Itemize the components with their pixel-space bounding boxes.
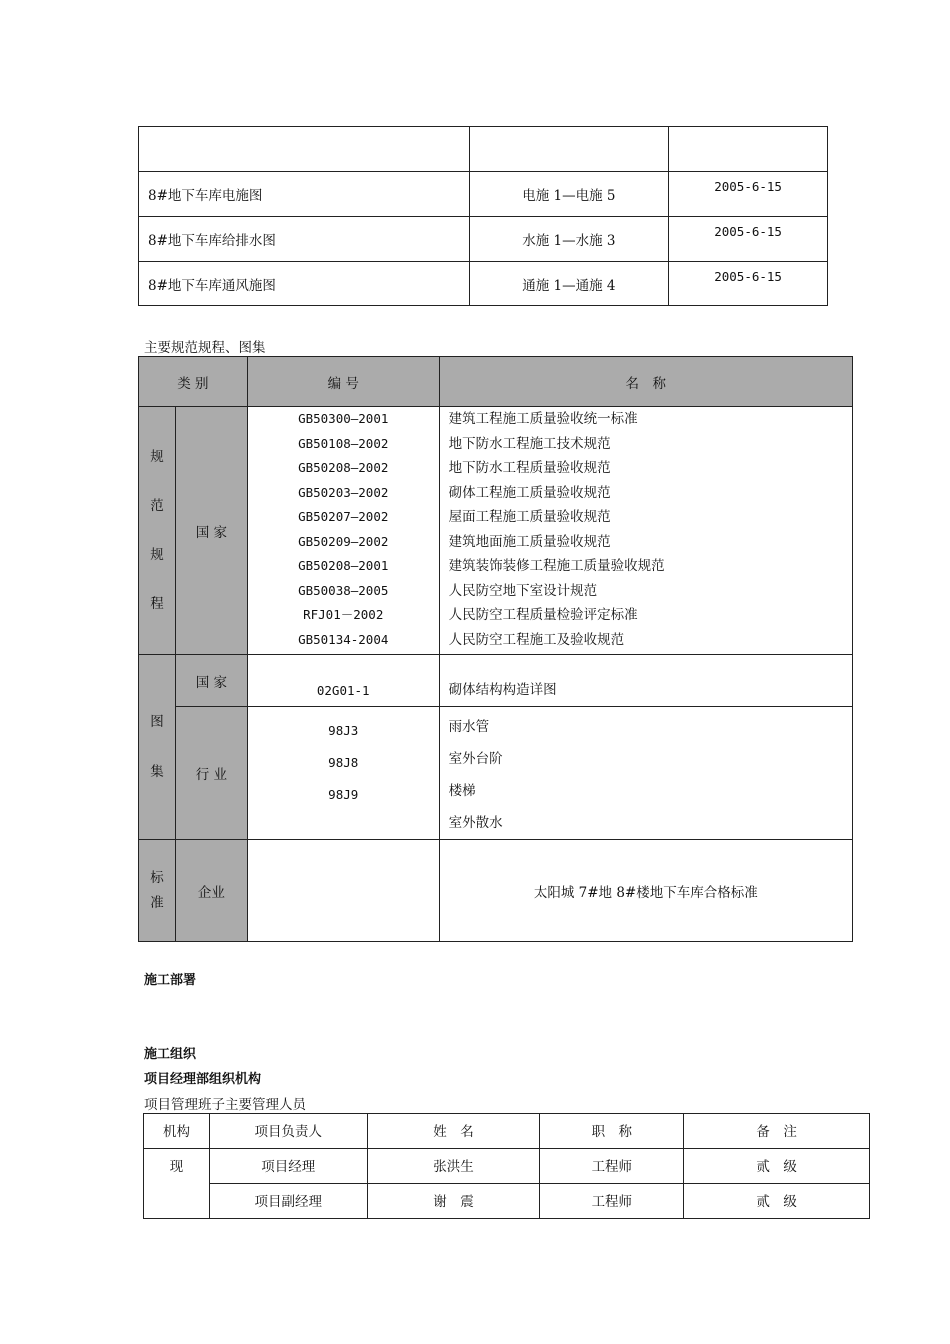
list-item: 建筑地面施工质量验收规范 bbox=[448, 533, 611, 550]
group-label-atlas bbox=[139, 655, 176, 840]
table-row bbox=[144, 1184, 870, 1219]
group-label-codes bbox=[139, 407, 176, 655]
list-item: 砌体工程施工质量验收规范 bbox=[448, 484, 611, 501]
group-label-char: 准 bbox=[150, 894, 164, 911]
header-name: 姓 名 bbox=[367, 1114, 540, 1149]
sub-category-national: 国 家 bbox=[175, 407, 247, 655]
atlas-codes-cell bbox=[247, 707, 439, 840]
drawing-name-cell: 8#地下车库给排水图 bbox=[139, 217, 470, 262]
table-row bbox=[139, 840, 853, 942]
list-item: GB50300—2001 bbox=[298, 411, 389, 426]
list-item: 雨水管 bbox=[448, 719, 490, 735]
heading-deployment: 施工部署 bbox=[144, 973, 197, 988]
list-item: GB50134-2004 bbox=[298, 631, 389, 647]
names-list-cell bbox=[439, 407, 852, 655]
staff-table bbox=[143, 1113, 870, 1219]
list-item: RFJ01－2002 bbox=[303, 607, 384, 622]
standards-table bbox=[138, 356, 853, 942]
group-label-char: 集 bbox=[150, 764, 164, 780]
drawing-name-cell: 8#地下车库通风施图 bbox=[139, 262, 470, 306]
list-item: GB50207—2002 bbox=[298, 509, 389, 524]
name-cell: 张洪生 bbox=[367, 1149, 540, 1184]
org-cell: 现 bbox=[144, 1149, 210, 1219]
list-item: 室外台阶 bbox=[448, 751, 503, 767]
title-cell: 工程师 bbox=[540, 1184, 684, 1219]
list-item: 建筑装饰装修工程施工质量验收规范 bbox=[448, 558, 665, 574]
list-item: GB50208—2001 bbox=[298, 558, 389, 573]
list-item: 楼梯 bbox=[448, 783, 476, 799]
list-item: 98J8 bbox=[328, 755, 359, 770]
drawing-number-cell: 通施 1—通施 4 bbox=[469, 262, 669, 306]
list-item: GB50108—2002 bbox=[298, 435, 389, 451]
table-row bbox=[139, 707, 853, 840]
heading-dept-org: 项目经理部组织机构 bbox=[144, 1072, 262, 1087]
list-item: 地下防水工程施工技术规范 bbox=[448, 435, 611, 452]
header-org: 机构 bbox=[144, 1114, 210, 1149]
codes-list-cell bbox=[247, 407, 439, 655]
table-header-row bbox=[139, 357, 853, 407]
group-label-char: 图 bbox=[150, 714, 164, 730]
list-item: 98J9 bbox=[328, 787, 359, 802]
note-cell: 贰 级 bbox=[684, 1184, 870, 1219]
table-row bbox=[139, 172, 828, 217]
group-label-char: 规 bbox=[150, 546, 164, 563]
role-cell: 项目经理 bbox=[209, 1149, 367, 1184]
group-label-char: 标 bbox=[150, 869, 164, 886]
table-row bbox=[139, 217, 828, 262]
standard-name-cell: 太阳城 7#地 8#楼地下车库合格标准 bbox=[439, 840, 852, 942]
drawing-name-cell bbox=[139, 127, 470, 172]
list-item: 人民防空地下室设计规范 bbox=[448, 582, 598, 599]
header-category: 类 别 bbox=[139, 357, 248, 407]
sub-category-national: 国 家 bbox=[175, 655, 247, 707]
group-label-char: 规 bbox=[150, 448, 164, 465]
list-item: GB50208—2002 bbox=[298, 460, 389, 475]
list-item: 建筑工程施工质量验收统一标准 bbox=[448, 411, 638, 427]
drawing-number-cell: 水施 1—水施 3 bbox=[469, 217, 669, 262]
drawing-number-cell: 电施 1—电施 5 bbox=[469, 172, 669, 217]
table-header-row bbox=[144, 1114, 870, 1149]
list-item: 98J3 bbox=[328, 723, 359, 738]
table-row bbox=[144, 1149, 870, 1184]
table-row bbox=[139, 127, 828, 172]
drawing-date-cell: 2005-6-15 bbox=[669, 262, 828, 306]
drawing-date-cell: 2005-6-15 bbox=[669, 172, 828, 217]
drawing-date-cell bbox=[669, 127, 828, 172]
sub-category-industry: 行 业 bbox=[175, 707, 247, 840]
heading-organization: 施工组织 bbox=[144, 1047, 197, 1062]
atlas-code-cell: 02G01-1 bbox=[247, 655, 439, 707]
drawing-name-cell: 8#地下车库电施图 bbox=[139, 172, 470, 217]
drawing-date-cell: 2005-6-15 bbox=[669, 217, 828, 262]
list-item: 屋面工程施工质量验收规范 bbox=[448, 509, 611, 525]
header-role: 项目负责人 bbox=[209, 1114, 367, 1149]
group-label-char: 程 bbox=[150, 595, 164, 612]
table-row bbox=[139, 655, 853, 707]
list-item: GB50209—2002 bbox=[298, 533, 389, 549]
table-row bbox=[139, 262, 828, 306]
list-item: 人民防空工程施工及验收规范 bbox=[448, 631, 625, 648]
title-cell: 工程师 bbox=[540, 1149, 684, 1184]
group-label-standard bbox=[139, 840, 176, 942]
atlas-names-cell bbox=[439, 707, 852, 840]
name-cell: 谢 震 bbox=[367, 1184, 540, 1219]
drawings-table bbox=[138, 126, 828, 306]
list-item: 人民防空工程质量检验评定标准 bbox=[448, 607, 638, 623]
role-cell: 项目副经理 bbox=[209, 1184, 367, 1219]
list-item: 室外散水 bbox=[448, 815, 503, 831]
group-label-char: 范 bbox=[150, 497, 164, 514]
drawing-number-cell bbox=[469, 127, 669, 172]
header-name: 名 称 bbox=[439, 357, 852, 407]
standard-code-cell bbox=[247, 840, 439, 942]
table-row bbox=[139, 407, 853, 655]
sub-category-enterprise: 企业 bbox=[175, 840, 247, 942]
atlas-name-cell: 砌体结构构造详图 bbox=[439, 655, 852, 707]
note-cell: 贰 级 bbox=[684, 1149, 870, 1184]
header-title: 职 称 bbox=[540, 1114, 684, 1149]
list-item: GB50038—2005 bbox=[298, 582, 389, 598]
staff-caption: 项目管理班子主要管理人员 bbox=[144, 1097, 306, 1113]
list-item: 地下防水工程质量验收规范 bbox=[448, 460, 611, 476]
header-code: 编 号 bbox=[247, 357, 439, 407]
standards-caption: 主要规范规程、图集 bbox=[144, 340, 266, 356]
list-item: GB50203—2002 bbox=[298, 484, 389, 500]
header-note: 备 注 bbox=[684, 1114, 870, 1149]
